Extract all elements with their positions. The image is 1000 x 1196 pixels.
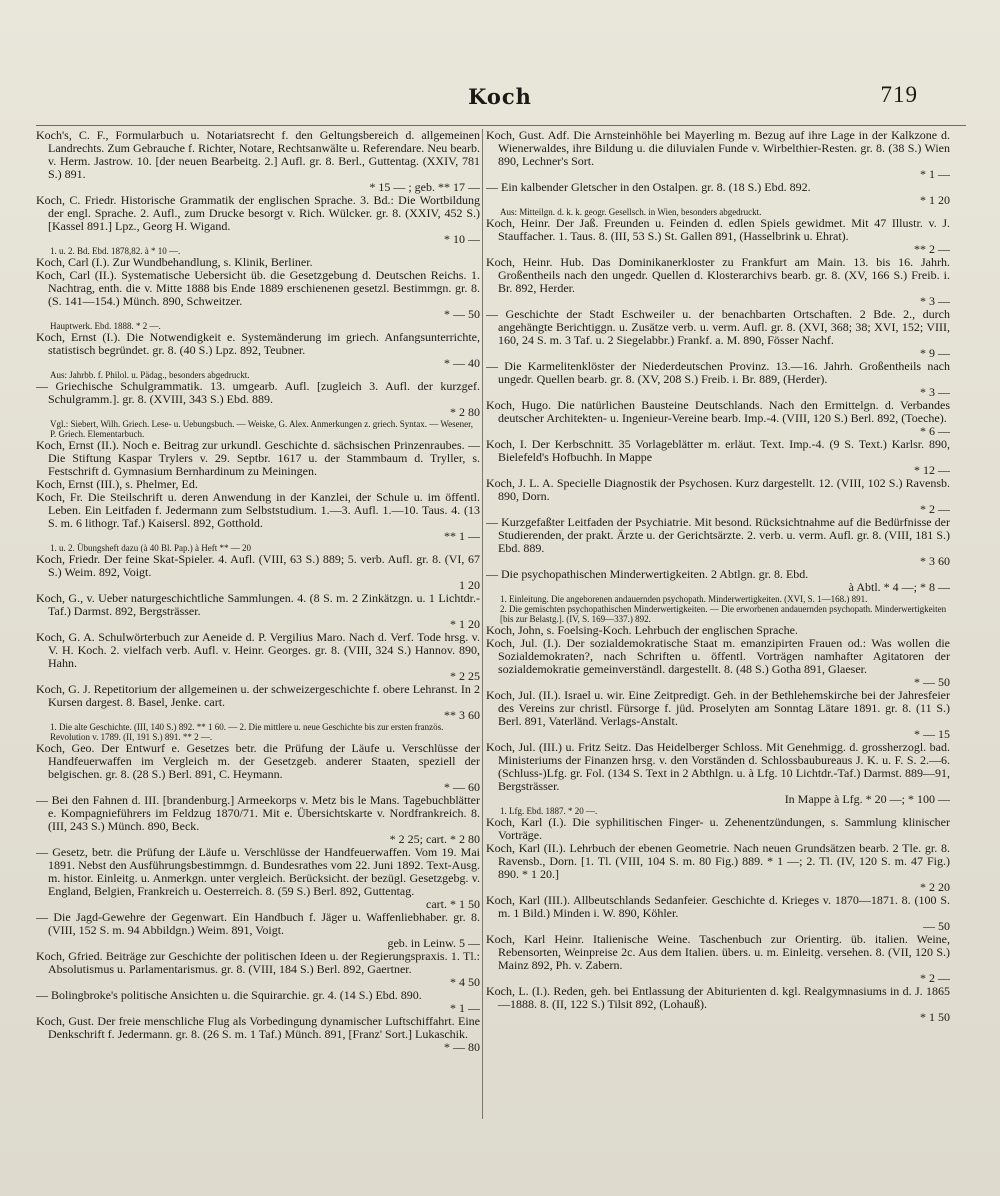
bibliography-entry	[486, 842, 950, 894]
bibliography-entry	[36, 950, 480, 989]
entry-text: Koch, Heinr. Hub. Das Dominikanerkloster zu Frankfurt am Main. 13. bis 16. Jahrh. Großentheils nach den ungedr. Quellen d. Klosterarchivs bearb. gr. 8. (XV, 166 S.) Freib. i. Br. 892, Herder.	[486, 255, 950, 295]
entry-text: Koch, John, s. Foelsing-Koch. Lehrbuch der englischen Sprache.	[486, 623, 798, 637]
bibliography-entry	[36, 129, 480, 194]
entry-text: Koch, G., v. Ueber naturgeschichtliche Sammlungen. 4. (8 S. m. 2 Zinkätzgn. u. 1 Lichtdr.-Taf.) Darmst. 892, Bergsträsser.	[36, 591, 480, 618]
entry-text: Koch, Karl (I.). Die syphilitischen Finger- u. Zehenentzündungen, s. Sammlung klinischer Vorträge.	[486, 815, 950, 842]
bibliography-entry	[36, 194, 480, 246]
bibliography-entry	[486, 933, 950, 985]
entry-price: * — 60	[444, 780, 480, 794]
entry-text: Koch, Gust. Der freie menschliche Flug als Vorbedingung dynamischer Luftschiffahrt. Eine Denkschrift f. Jedermann. gr. 8. (26 S. m. 1 Taf.) Münch. 891, [Franz' Sort.] Lukaschik.	[36, 1014, 480, 1041]
bibliography-entry	[486, 516, 950, 568]
entry-text: — Bolingbroke's politische Ansichten u. die Squirarchie. gr. 4. (14 S.) Ebd. 890.	[36, 988, 422, 1002]
entry-price: * — 40	[444, 356, 480, 370]
entry-price: — 50	[923, 919, 950, 933]
entry-text: Koch, Ernst (III.), s. Phelmer, Ed.	[36, 477, 198, 491]
entry-text: — Griechische Schulgrammatik. 13. umgearb. Aufl. [zugleich 3. Aufl. der kurzgef. Schulgramm.]. gr. 8. (XVIII, 343 S.) Ebd. 889.	[36, 379, 480, 406]
bibliography-entry	[36, 794, 480, 846]
entry-price: * 9 —	[920, 346, 950, 360]
bibliography-entry	[36, 439, 480, 478]
entry-text: Koch, Heinr. Der Jaß. Freunden u. Feinden d. edlen Spiels gewidmet. Mit 47 Illustr. v. J. Stauffacher. 1. Taus. 8. (III, 53 S.) St. Gallen 891, (Hasselbrink u. Ehrat).	[486, 216, 950, 243]
entry-price: * 2 —	[920, 971, 950, 985]
bibliography-entry	[36, 553, 480, 592]
entry-price: * 10 —	[444, 232, 480, 246]
bibliography-entry	[36, 380, 480, 419]
entry-text: — Die Jagd-Gewehre der Gegenwart. Ein Handbuch f. Jäger u. Waffenliebhaber. gr. 8. (VIII, 152 S. m. 94 Abbildgn.) Weim. 891, Voigt.	[36, 910, 480, 937]
entry-note: 1. u. 2. Übungsheft dazu (à 40 Bl. Pap.) à Heft ** — 20	[50, 543, 251, 553]
entry-price: cart. * 1 50	[426, 897, 480, 911]
entry-price: * 3 —	[920, 385, 950, 399]
entry-price: à Abtl. * 4 —; * 8 —	[848, 580, 950, 594]
entry-note: 1. u. 2. Bd. Ebd. 1878,82. à * 10 —.	[50, 246, 181, 256]
entry-text: Koch, Ernst (II.). Noch e. Beitrag zur urkundl. Geschichte d. sächsischen Prinzenraubes. — Die Stiftung Kaspar Trylers v. 29. Septbr. 1617 u. der Stammbaum d. Tryller, s. Festschrift d. Gymnasium Bernhardinum zu Meiningen.	[36, 438, 480, 478]
entry-price: * — 50	[914, 675, 950, 689]
entry-text: Koch, Gust. Adf. Die Arnsteinhöhle bei Mayerling m. Bezug auf ihre Lage in der Kalkzone d. Wienerwaldes, ihre Bildung u. die diluvialen Funde v. Wirbelthier-Resten. gr. 8. (38 S.) Wien 890, Lechner's Sort.	[486, 129, 950, 168]
entry-price: * 1 —	[920, 167, 950, 181]
entry-text: Koch, Karl (II.). Lehrbuch der ebenen Geometrie. Nach neuen Grundsätzen bearb. 2 Tle. gr. 8. Ravensb., Dorn. [1. Tl. (VIII, 104 S. m. 80 Fig.) 889. * 1 —; 2. Tl. (IV, 120 S. m. 47 Fig.) 890. * 1 20.]	[486, 841, 950, 881]
entry-text: Koch, C. Friedr. Historische Grammatik der englischen Sprache. 3. Bd.: Die Wortbildung der engl. Sprache. 2. Aufl., zum Drucke besorgt v. Rich. Wülcker. gr. 8. (XXIV, 452 S.) [Kassel 891.] Lpz., Georg H. Wigand.	[36, 193, 480, 233]
entry-text: Koch, Jul. (I.). Der sozialdemokratische Staat m. emanzipirten Frauen od.: Was wollen die Sozialdemokraten?, nach Schriften u. öffentl. Vorträgen namhafter Agitatoren der sozialdemokratie gemeinverständl. dargestellt. 8. (48 S.) Gotha 891, Glaeser.	[486, 636, 950, 676]
page-number: 719	[880, 82, 918, 107]
entry-price: In Mappe à Lfg. * 20 —; * 100 —	[784, 792, 950, 806]
entry-note: 1. Lfg. Ebd. 1887. * 20 —.	[500, 806, 598, 816]
column-divider	[482, 129, 483, 1119]
entry-price: 1 20	[459, 578, 480, 592]
entry-note: Hauptwerk. Ebd. 1888. * 2 —.	[50, 321, 161, 331]
bibliography-entry	[36, 491, 480, 543]
bibliography-entry	[486, 181, 950, 207]
entry-price: * 3 60	[920, 554, 950, 568]
bibliography-entry	[486, 894, 950, 933]
entry-text: Koch, Gfried. Beiträge zur Geschichte der politischen Ideen u. der Regierungspraxis. 1. Tl.: Absolutismus u. Parlamentarismus. gr. 8. (VIII, 184 S.) Berl. 892, Gaertner.	[36, 949, 480, 976]
bibliography-entry	[36, 592, 480, 631]
bibliography-entry	[486, 741, 950, 806]
entry-price: * 2 20	[920, 880, 950, 894]
entry-price: * 2 25; cart. * 2 80	[389, 832, 480, 846]
entry-price: * — 80	[444, 1040, 480, 1054]
entry-text: Koch, Geo. Der Entwurf e. Gesetzes betr. die Prüfung der Läufe u. Verschlüsse der Handfeuerwaffen im Vergleich m. der Gesetzgeb. anderer Staaten, speziell der belgischen. gr. 8. (28 S.) Berl. 891, C. Heymann.	[36, 741, 480, 781]
entry-note: 1. Einleitung. Die angeborenen andauernden psychopath. Minderwertigkeiten. (XVI, S. 1—168.) 891.	[500, 594, 868, 604]
bibliography-entry	[36, 1015, 480, 1054]
entry-price: * 1 20	[450, 617, 480, 631]
entry-text: Koch, Carl (I.). Zur Wundbehandlung, s. Klinik, Berliner.	[36, 255, 313, 269]
entry-note: Aus: Jahrbb. f. Philol. u. Pädag., besonders abgedruckt.	[50, 370, 250, 380]
entry-text: — Gesetz, betr. die Prüfung der Läufe u. Verschlüsse der Handfeuerwaffen. Vom 19. Mai 1891. Nebst den Ausführungsbestimmgn. d. Bundesrathes vom 22. Juni 1892. Text-Ausg. m. histor. Einleitg. u. Anmerkgn. unter vergleich. Berücksicht. der bezügl. Gesetzgebg. v. England, Belgien, Frankreich u. Oesterreich. 8. (59 S.) Berl. 892, Guttentag.	[36, 845, 480, 898]
bibliography-entry	[36, 269, 480, 321]
entry-text: — Geschichte der Stadt Eschweiler u. der benachbarten Ortschaften. 2 Bde. 2., durch angehängte Berichtiggn. u. Zusätze verb. u. verm. Aufl. gr. 8. (XVI, 368; 38; XVI, 152; VIII, 160, 24 S. m. 3 Taf. u. 2 Siegelabbr.) Frankf. a. M. 890, Fösser Nachf.	[486, 307, 950, 347]
entry-price: * 2 —	[920, 502, 950, 516]
bibliography-entry	[486, 637, 950, 689]
entry-price: ** 2 —	[914, 242, 950, 256]
running-title: Koch	[468, 84, 532, 109]
entry-text: Koch, Hugo. Die natürlichen Bausteine Deutschlands. Nach den Ermittelgn. d. Verbandes deutscher Architekten- u. Ingenieur-Vereine bearb. Imp.-4. (VIII, 120 S.) Berl. 892, (Toeche).	[486, 398, 950, 425]
bibliography-entry	[486, 308, 950, 360]
entry-price: * 2 25	[450, 669, 480, 683]
entry-price: * 6 —	[920, 424, 950, 438]
entry-text: Koch, I. Der Kerbschnitt. 35 Vorlageblätter m. erläut. Text. Imp.-4. (9 S. Text.) Karlsr. 890, Bielefeld's Hofbuchh. In Mappe	[486, 437, 950, 464]
header-rule	[36, 125, 966, 126]
bibliography-entry	[36, 631, 480, 683]
entry-text: — Die Karmelitenklöster der Niederdeutschen Provinz. 13.—16. Jahrh. Großentheils nach ungedr. Quellen bearb. gr. 8. (XV, 208 S.) Freib. i. Br. 889, (Herder).	[486, 359, 950, 386]
entry-text: Koch's, C. F., Formularbuch u. Notariatsrecht f. den Geltungsbereich d. allgemeinen Landrechts. Zum Gebrauche f. Richter, Notare, Rechtsanwälte u. Referendare. Neu bearb. v. Herm. Jastrow. 10. [der neuen Bearbeitg. 2.] Aufl. gr. 8. Berl., Guttentag. (XXIV, 781 S.) 891.	[36, 129, 480, 181]
bibliography-entry	[36, 989, 480, 1015]
bibliography-entry	[486, 217, 950, 256]
entry-price: * — 15	[914, 727, 950, 741]
entry-text: Koch, Jul. (III.) u. Fritz Seitz. Das Heidelberger Schloss. Mit Genehmigg. d. grossherzogl. bad. Ministeriums der Finanzen hrsg. v. den Vorständen d. Schlossbaubureaus J. K. u. F. S. 2.—6. (Schluss-)Lfg. gr. Fol. (134 S. Text in 2 Abthlgn. u. à Lfg. 10 Lichtdr.-Taf.) Darmst. 889—91, Bergsträsser.	[486, 740, 950, 793]
bibliography-entry	[36, 331, 480, 370]
entry-price: * 1 50	[920, 1010, 950, 1024]
right-column	[486, 129, 950, 1119]
entry-price: ** 3 60	[444, 708, 480, 722]
entry-note: 2. Die gemischten psychopathischen Minderwertigkeiten. — Die erworbenen andauernden psychopath. Minderwertigkeiten [bis zur Belastg.]. (IV, S. 169—337.) 892.	[500, 604, 947, 624]
entry-text: Koch, Karl (III.). Allbeutschlands Sedanfeier. Geschichte d. Krieges v. 1870—1871. 8. (100 S. m. 1 Bild.) Minden i. W. 890, Köhler.	[486, 893, 950, 920]
entry-text: — Die psychopathischen Minderwertigkeiten. 2 Abtlgn. gr. 8. Ebd.	[486, 567, 809, 581]
entry-text: — Kurzgefaßter Leitfaden der Psychiatrie. Mit besond. Rücksichtnahme auf die Bedürfnisse der Studierenden, der prakt. Ärzte u. der Gerichtsärzte. 2. verb. u. verm. Aufl. gr. 8. (VIII, 181 S.) Ebd. 889.	[486, 515, 950, 555]
entry-text: Koch, L. (I.). Reden, geh. bei Entlassung der Abiturienten d. kgl. Realgymnasiums in d. J. 1865—1888. 8. (II, 122 S.) Tilsit 892, (Lohauß).	[486, 984, 950, 1011]
left-column	[36, 129, 480, 1119]
entry-text: Koch, Karl Heinr. Italienische Weine. Taschenbuch zur Orientirg. üb. italien. Weine, Rebensorten, Weinpreise 2c. Aus dem Italien. übers. u. m. Einleitg. versehen. 8. (VII, 120 S.) Mainz 892, Ph. v. Zabern.	[486, 932, 950, 972]
bibliography-entry	[486, 816, 950, 842]
bibliography-entry	[486, 477, 950, 516]
bibliography-entry	[486, 399, 950, 438]
entry-note: Aus: Mitteilgn. d. k. k. geogr. Gesellsch. in Wien, besonders abgedruckt.	[500, 207, 762, 217]
bibliography-entry	[486, 129, 950, 181]
bibliography-entry	[486, 256, 950, 308]
entry-price: ** 1 —	[444, 529, 480, 543]
bibliography-entry	[486, 360, 950, 399]
entry-text: Koch, Fr. Die Steilschrift u. deren Anwendung in der Kanzlei, der Schule u. im öffentl. Leben. Ein Leitfaden f. Jedermann zum Selbststudium. 1.—3. Aufl. 1.—10. Taus. 4. (13 S. m. 6 lithogr. Taf.) Kaisersl. 892, Gotthold.	[36, 490, 480, 530]
entry-text: — Ein kalbender Gletscher in den Ostalpen. gr. 8. (18 S.) Ebd. 892.	[486, 180, 811, 194]
bibliography-entry	[36, 911, 480, 950]
bibliography-entry	[36, 683, 480, 722]
entry-price: * 3 —	[920, 294, 950, 308]
entry-price: * 4 50	[450, 975, 480, 989]
entry-price: * 12 —	[914, 463, 950, 477]
entry-text: Koch, Jul. (II.). Israel u. wir. Eine Zeitpredigt. Geh. in der Bethlehemskirche bei der Jahresfeier des Vereins zur christl. Fürsorge f. jüd. Proselyten am Sonntag Lätare 1891. gr. 8. (11 S.) Berl. 891, Vaterländ. Verlags-Anstalt.	[486, 688, 950, 728]
bibliography-entry	[486, 689, 950, 741]
bibliography-entry	[486, 438, 950, 477]
bibliography-entry	[36, 846, 480, 911]
entry-text: Koch, Ernst (I.). Die Notwendigkeit e. Systemänderung im griech. Anfangsunterrichte, statistisch begründet. gr. 8. (40 S.) Lpz. 892, Teubner.	[36, 330, 480, 357]
bibliography-entry	[36, 742, 480, 794]
entry-text: Koch, J. L. A. Specielle Diagnostik der Psychosen. Kurz dargestellt. 12. (VIII, 102 S.) Ravensb. 890, Dorn.	[486, 476, 950, 503]
entry-note: 1. Die alte Geschichte. (III, 140 S.) 892. ** 1 60. — 2. Die mittlere u. neue Geschichte bis zur ersten französ. Revolution v. 1789. (II, 191 S.) 891. ** 2 —.	[50, 722, 444, 742]
page-header	[0, 82, 1000, 116]
entry-text: — Bei den Fahnen d. III. [brandenburg.] Armeekorps v. Metz bis le Mans. Tagebuchblätter e. Kompagnieführers im Feldzug 1870/71. Mit e. Übersichtskarte v. Nordfrankreich. 8. (III, 243 S.) Münch. 890, Beck.	[36, 793, 480, 833]
entry-price: * — 50	[444, 307, 480, 321]
entry-note: Vgl.: Siebert, Wilh. Griech. Lese- u. Uebungsbuch. — Weiske, G. Alex. Anmerkungen z. griech. Syntax. — Wesener, P. Griech. Elementarbuch.	[50, 419, 473, 439]
entry-price: * 1 —	[450, 1001, 480, 1015]
entry-text: Koch, G. A. Schulwörterbuch zur Aeneide d. P. Vergilius Maro. Nach d. Verf. Tode hrsg. v. V. H. Koch. 2. vielfach verb. Aufl. v. Heinr. Georges. gr. 8. (VIII, 324 S.) Hannov. 890, Hahn.	[36, 630, 480, 670]
entry-price: geb. in Leinw. 5 —	[387, 936, 480, 950]
entry-text: Koch, Carl (II.). Systematische Uebersicht üb. die Gesetzgebung d. Deutschen Reichs. 1. Nachtrag, enth. die v. Mitte 1888 bis Ende 1889 erschienenen gesetzl. Bestimmgn. gr. 8. (S. 141—154.) Münch. 890, Schweitzer.	[36, 268, 480, 308]
entry-price: * 15 — ; geb. ** 17 —	[369, 180, 480, 194]
bibliography-entry	[486, 985, 950, 1024]
entry-text: Koch, G. J. Repetitorium der allgemeinen u. der schweizergeschichte f. obere Lehranst. In 2 Kursen dargest. 8. Basel, Jenke. cart.	[36, 682, 480, 709]
entry-text: Koch, Friedr. Der feine Skat-Spieler. 4. Aufl. (VIII, 63 S.) 889; 5. verb. Aufl. gr. 8. (VI, 67 S.) Weim. 892, Voigt.	[36, 552, 480, 579]
entry-price: * 1 20	[920, 193, 950, 207]
entry-price: * 2 80	[450, 405, 480, 419]
bibliography-entry	[486, 568, 950, 594]
